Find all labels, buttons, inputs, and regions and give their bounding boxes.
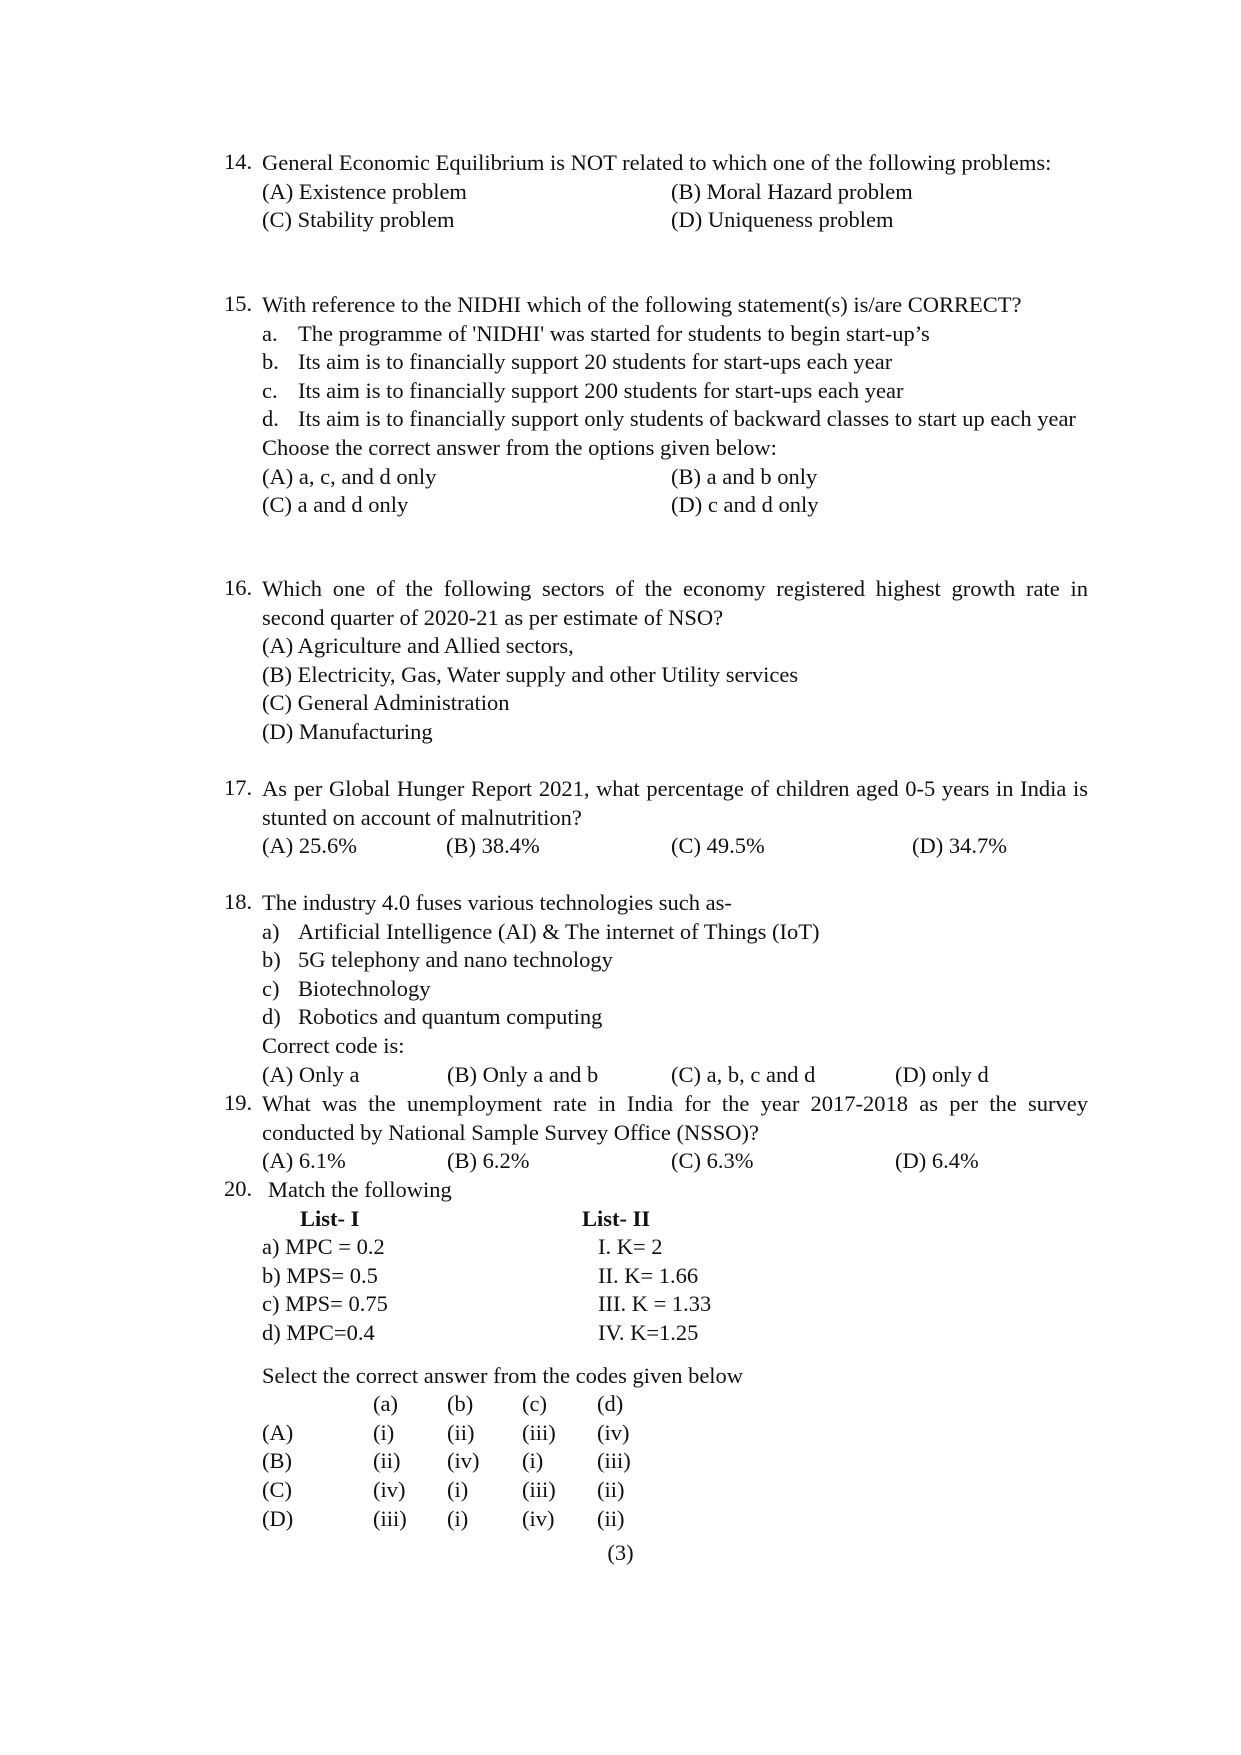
statement-d: d) Robotics and quantum computing (262, 1004, 603, 1030)
option-a[interactable]: (A) Existence problem (262, 178, 467, 204)
question-text: Which one of the following sectors of the economy registered highest growth rate in second quarter of 2020-21 as per estimate of NSO? (262, 576, 1088, 630)
code-cell: (i) (522, 1448, 544, 1474)
code-cell: (iv) (597, 1419, 630, 1445)
code-row-a[interactable] (262, 1419, 657, 1448)
question-text: What was the unemployment rate in India for the year 2017-2018 as per the survey conducted by National Sample Survey Office (NSSO)? (262, 1091, 1088, 1145)
question-number: 20. (224, 1176, 253, 1201)
question-text: General Economic Equilibrium is NOT related to which one of the following problems: (262, 150, 1052, 175)
list-2-item: IV. K=1.25 (598, 1319, 699, 1345)
code-option-label[interactable]: (D) (262, 1505, 294, 1531)
code-cell: (ii) (447, 1419, 475, 1445)
option-c[interactable]: (C) a, b, c and d (671, 1061, 816, 1087)
option-c[interactable]: (C) 6.3% (671, 1148, 754, 1174)
list-2-item: II. K= 1.66 (598, 1262, 699, 1288)
code-option-label[interactable]: (C) (262, 1476, 292, 1502)
match-row (262, 1290, 1088, 1319)
code-cell: (i) (373, 1419, 395, 1445)
code-header-cell: (b) (447, 1391, 474, 1417)
question-20 (224, 1176, 1088, 1533)
list-2-item: I. K= 2 (598, 1234, 663, 1260)
question-17 (224, 775, 1088, 861)
code-cell: (iv) (447, 1448, 480, 1474)
code-option-label[interactable]: (B) (262, 1448, 292, 1474)
code-cell: (iv) (522, 1505, 555, 1531)
code-row-b[interactable] (262, 1447, 657, 1476)
question-14 (224, 149, 1088, 235)
answer-code-table (262, 1390, 657, 1533)
list-1-item: a) MPC = 0.2 (262, 1234, 385, 1260)
match-row (262, 1233, 1088, 1262)
question-text: As per Global Hunger Report 2021, what percentage of children aged 0-5 years in India is stunted on account of malnutrition? (262, 776, 1088, 830)
code-row-d[interactable] (262, 1505, 657, 1534)
option-a[interactable]: (A) 6.1% (262, 1148, 346, 1174)
list-1-item: b) MPS= 0.5 (262, 1262, 378, 1288)
question-19 (224, 1090, 1088, 1176)
question-text: Match the following (268, 1177, 452, 1202)
question-number: 16. (224, 575, 253, 600)
list-2-heading: List- II (582, 1205, 651, 1231)
option-c[interactable]: (C) General Administration (262, 690, 510, 716)
match-row (262, 1262, 1088, 1291)
option-c[interactable]: (C) a and d only (262, 492, 409, 518)
code-cell: (i) (447, 1476, 469, 1502)
question-number: 17. (224, 775, 253, 800)
option-b[interactable]: (B) Moral Hazard problem (671, 178, 913, 204)
question-number: 15. (224, 291, 253, 316)
option-b[interactable]: (B) 38.4% (446, 833, 540, 859)
option-d[interactable]: (D) only d (895, 1061, 989, 1087)
option-d[interactable]: (D) c and d only (671, 492, 819, 518)
option-d[interactable]: (D) Uniqueness problem (671, 207, 894, 233)
instruction: Choose the correct answer from the options given below: (262, 434, 777, 460)
question-text: With reference to the NIDHI which of the following statement(s) is/are CORRECT? (262, 292, 1022, 317)
option-a[interactable]: (A) Only a (262, 1061, 360, 1087)
question-15 (224, 291, 1088, 520)
code-cell: (iii) (522, 1476, 556, 1502)
option-a[interactable]: (A) Agriculture and Allied sectors, (262, 633, 574, 659)
code-row-c[interactable] (262, 1476, 657, 1505)
question-16 (224, 575, 1088, 747)
code-cell: (ii) (597, 1505, 625, 1531)
statement-c: c) Biotechnology (262, 975, 431, 1001)
code-cell: (iii) (597, 1448, 631, 1474)
code-header-cell (262, 1390, 373, 1419)
code-cell: (ii) (373, 1448, 401, 1474)
list-2-item: III. K = 1.33 (598, 1291, 712, 1317)
statement-c: c. Its aim is to financially support 200 students for start-ups each year (262, 377, 904, 403)
option-b[interactable]: (B) a and b only (671, 463, 818, 489)
code-header-cell: (c) (522, 1391, 547, 1417)
option-d[interactable]: (D) 6.4% (895, 1148, 979, 1174)
code-header-row (262, 1390, 657, 1419)
list-1-item: c) MPS= 0.75 (262, 1291, 388, 1317)
question-number: 19. (224, 1090, 253, 1115)
match-row (262, 1319, 1088, 1348)
code-header-cell: (a) (373, 1391, 398, 1417)
option-c[interactable]: (C) 49.5% (671, 833, 765, 859)
option-b[interactable]: (B) 6.2% (447, 1148, 530, 1174)
code-header-cell: (d) (597, 1391, 624, 1417)
option-a[interactable]: (A) 25.6% (262, 833, 357, 859)
option-d[interactable]: (D) 34.7% (912, 833, 1007, 859)
list-1-heading: List- I (300, 1205, 360, 1231)
page-number: (3) (607, 1540, 634, 1565)
statement-b: b. Its aim is to financially support 20 students for start-ups each year (262, 349, 893, 375)
code-cell: (iv) (373, 1476, 406, 1502)
statement-b: b) 5G telephony and nano technology (262, 947, 613, 973)
list-1-item: d) MPC=0.4 (262, 1319, 375, 1345)
statement-a: a) Artificial Intelligence (AI) & The internet of Things (IoT) (262, 918, 820, 944)
instruction: Select the correct answer from the codes given below (262, 1362, 744, 1388)
question-number: 14. (224, 149, 253, 174)
option-d[interactable]: (D) Manufacturing (262, 718, 433, 744)
code-cell: (ii) (597, 1476, 625, 1502)
option-a[interactable]: (A) a, c, and d only (262, 463, 437, 489)
instruction: Correct code is: (262, 1032, 405, 1058)
code-cell: (i) (447, 1505, 469, 1531)
question-text: The industry 4.0 fuses various technologies such as- (262, 890, 732, 915)
statement-a: a. The programme of 'NIDHI' was started for students to begin start-up’s (262, 320, 930, 346)
option-c[interactable]: (C) Stability problem (262, 207, 455, 233)
code-option-label[interactable]: (A) (262, 1419, 294, 1445)
option-b[interactable]: (B) Electricity, Gas, Water supply and other Utility services (262, 661, 799, 687)
code-cell: (iii) (373, 1505, 407, 1531)
option-b[interactable]: (B) Only a and b (447, 1061, 599, 1087)
question-number: 18. (224, 889, 253, 914)
question-18 (224, 889, 1088, 1089)
code-cell: (iii) (522, 1419, 556, 1445)
statement-d: d. Its aim is to financially support only students of backward classes to start up each year (262, 406, 1076, 432)
